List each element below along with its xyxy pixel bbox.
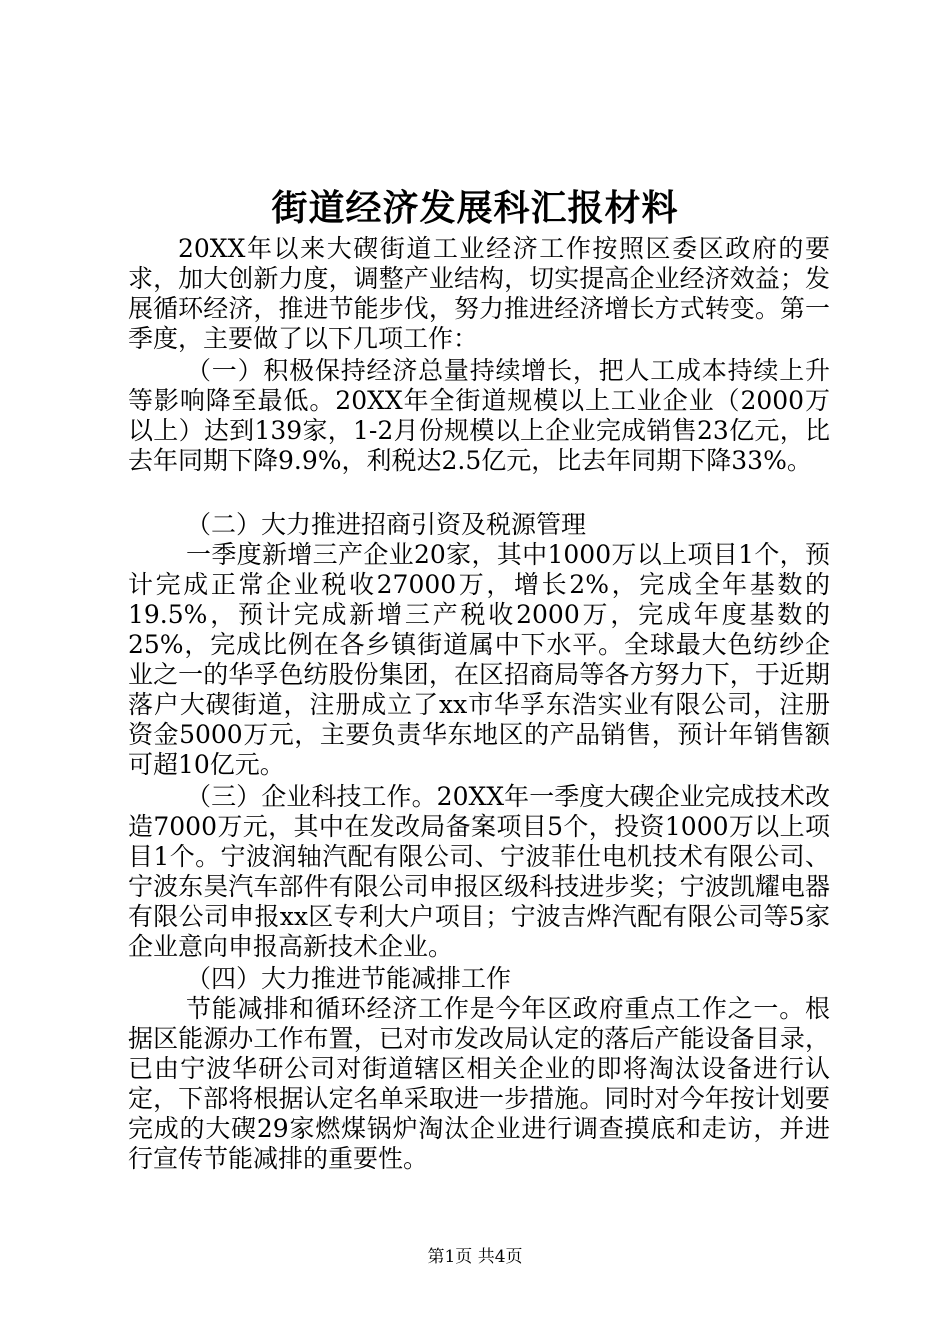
document-body: [128, 234, 830, 1174]
section-3-paragraph: （三）企业科技工作。20XX年一季度大碶企业完成技术改造7000万元，其中在发改局备案项目5个，投资1000万以上项目1个。宁波润轴汽配有限公司、宁波菲仕电机技术有限公司、宁波东昊汽车部件有限公司申报区级科技进步奖；宁波凯耀电器有限公司申报xx区专利大户项目；宁波吉烨汽配有限公司等5家企业意向申报高新技术企业。: [128, 782, 830, 961]
section-1-paragraph: （一）积极保持经济总量持续增长，把人工成本持续上升等影响降至最低。20XX年全街道规模以上工业企业（2000万以上）达到139家，1-2月份规模以上企业完成销售23亿元，比去年同期下降9.9%，利税达2.5亿元，比去年同期下降33%。: [128, 356, 830, 475]
section-4-heading: （四）大力推进节能减排工作: [186, 964, 512, 993]
document-title: 街道经济发展科汇报材料: [271, 187, 679, 229]
section-4-paragraph: 节能减排和循环经济工作是今年区政府重点工作之一。根据区能源办工作布置，已对市发改局认定的落后产能设备目录，已由宁波华研公司对街道辖区相关企业的即将淘汰设备进行认定，下部将根据认定名单采取进一步措施。同时对今年按计划要完成的大碶29家燃煤锅炉淘汰企业进行调查摸底和走访，并进行宣传节能减排的重要性。: [128, 994, 830, 1173]
section-2-heading: （二）大力推进招商引资及税源管理: [186, 510, 587, 539]
section-2-paragraph: 一季度新增三产企业20家，其中1000万以上项目1个，预计完成正常企业税收27000万，增长2%，完成全年基数的19.5%，预计完成新增三产税收2000万，完成年度基数的25%，完成比例在各乡镇街道属中下水平。全球最大色纺纱企业之一的华孚色纺股份集团，在区招商局等各方努力下，于近期落户大碶街道，注册成立了xx市华孚东浩实业有限公司，注册资金5000万元，主要负责华东地区的产品销售，预计年销售额可超10亿元。: [128, 540, 830, 779]
page-number-footer: 第1页 共4页: [427, 1247, 523, 1267]
intro-paragraph: 20XX年以来大碶街道工业经济工作按照区委区政府的要求，加大创新力度，调整产业结构，切实提高企业经济效益；发展循环经济，推进节能步伐，努力推进经济增长方式转变。第一季度，主要做了以下几项工作：: [128, 234, 830, 353]
